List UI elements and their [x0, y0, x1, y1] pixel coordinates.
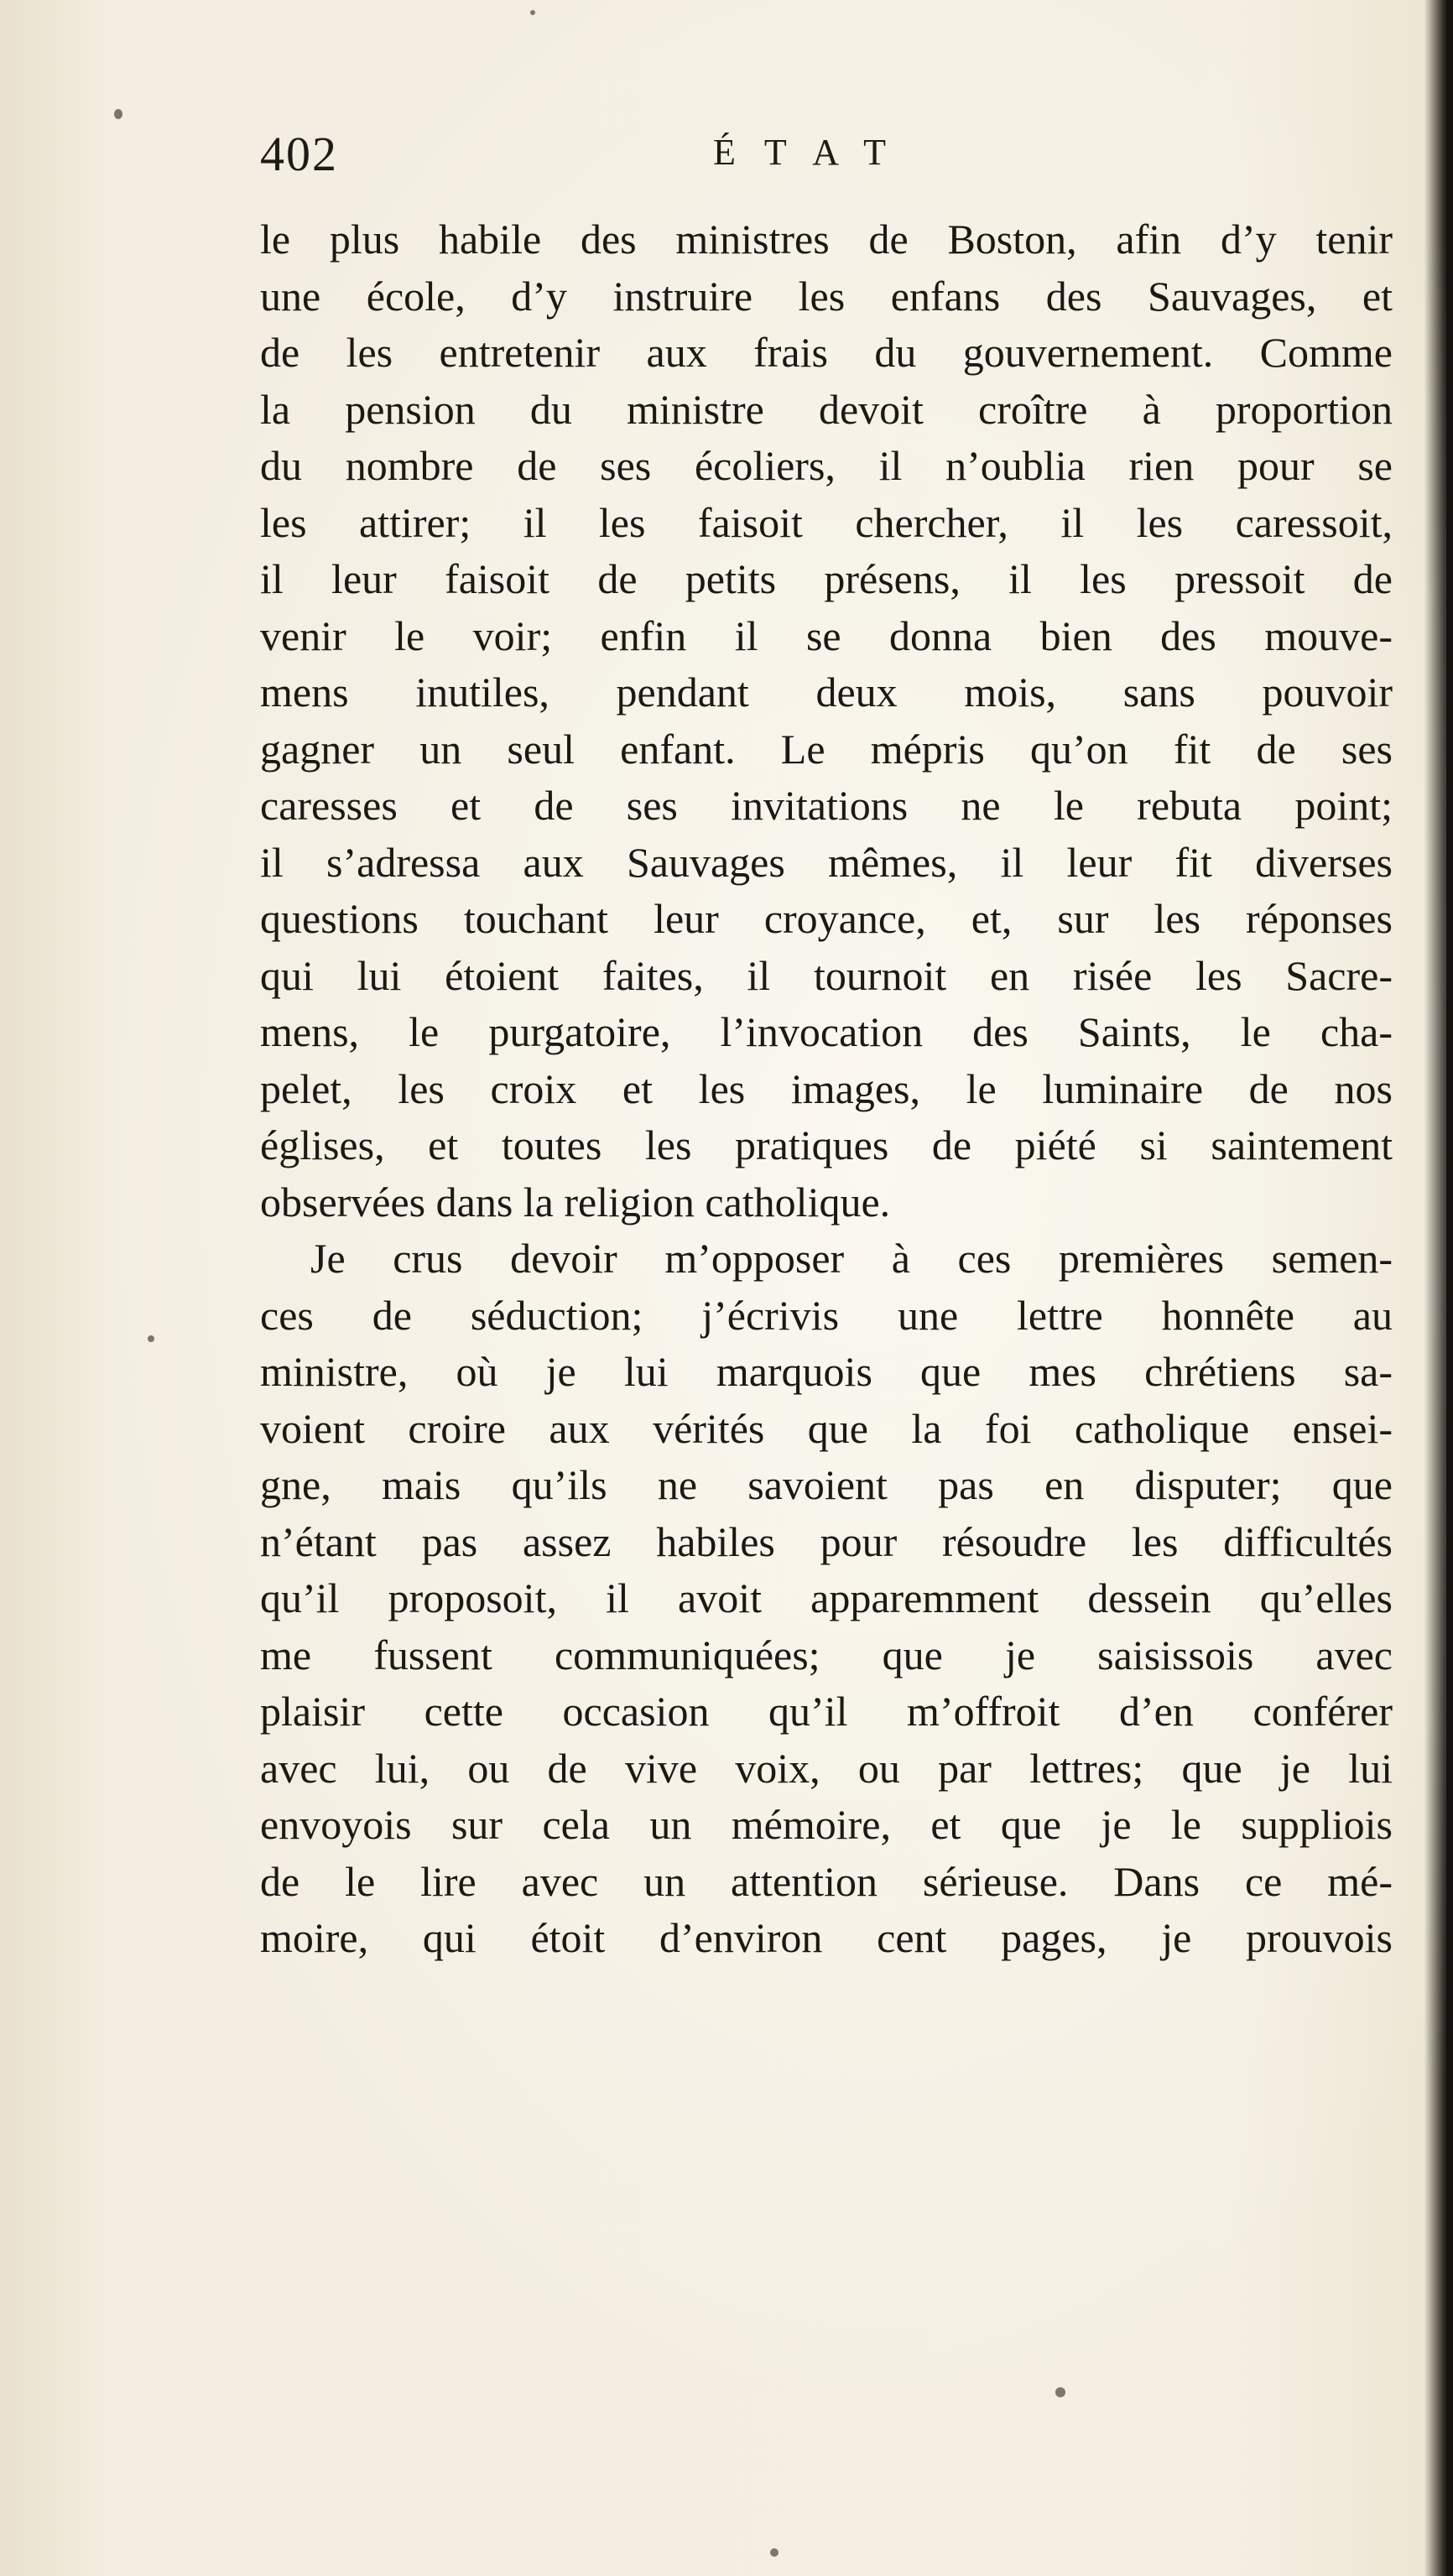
- text-line: églises, et toutes les pratiques de piété si saintement: [260, 1121, 1393, 1168]
- text-line: les attirer; il les faisoit chercher, il les caressoit,: [260, 498, 1393, 546]
- running-title: ÉTAT: [713, 132, 915, 173]
- text-line: la pension du ministre devoit croître à proportion: [260, 385, 1393, 433]
- text-line: le plus habile des ministres de Boston, afin d’y tenir: [260, 216, 1393, 263]
- body-text: [260, 211, 1393, 1967]
- text-line: mens inutiles, pendant deux mois, sans pouvoir: [260, 669, 1393, 716]
- text-line: il s’adressa aux Sauvages mêmes, il leur fit diverses: [260, 838, 1393, 886]
- text-line: observées dans la religion catholique.: [260, 1178, 891, 1226]
- text-line: n’étant pas assez habiles pour résoudre les difficultés: [260, 1517, 1393, 1565]
- text-line: il leur faisoit de petits présens, il les pressoit de: [260, 555, 1393, 602]
- text-line: plaisir cette occasion qu’il m’offroit d’en conférer: [260, 1688, 1393, 1735]
- text-line: voient croire aux vérités que la foi catholique ensei-: [260, 1404, 1393, 1452]
- page-edge-shadow: [1446, 0, 1453, 2576]
- text-line: gne, mais qu’ils ne savoient pas en disputer; que: [260, 1461, 1393, 1508]
- text-line: venir le voir; enfin il se donna bien des mouve-: [260, 611, 1393, 659]
- text-line: ministre, où je lui marquois que mes chrétiens sa-: [260, 1348, 1393, 1395]
- text-line: Je crus devoir m’opposer à ces premières semen-: [310, 1235, 1393, 1282]
- text-line: moire, qui étoit d’environ cent pages, je prouvois: [260, 1914, 1393, 1961]
- text-line: une école, d’y instruire les enfans des Sauvages, et: [260, 272, 1393, 320]
- page-number: 402: [260, 127, 338, 181]
- text-line: mens, le purgatoire, l’invocation des Saints, le cha-: [260, 1008, 1393, 1055]
- paragraph-2: [260, 1231, 1393, 1967]
- paragraph-1: [260, 211, 1393, 1231]
- text-line: caresses et de ses invitations ne le rebuta point;: [260, 782, 1393, 829]
- text-line: qu’il proposoit, il avoit apparemment dessein qu’elles: [260, 1574, 1393, 1621]
- text-line: me fussent communiquées; que je saisissois avec: [260, 1631, 1393, 1678]
- text-line: pelet, les croix et les images, le luminaire de nos: [260, 1064, 1393, 1112]
- paper-speck: [114, 109, 122, 119]
- page-header: [260, 126, 1418, 201]
- text-line: qui lui étoient faites, il tournoit en risée les Sacre-: [260, 951, 1393, 999]
- text-line: envoyois sur cela un mémoire, et que je le suppliois: [260, 1801, 1393, 1848]
- paper-speck: [530, 10, 535, 15]
- text-line: du nombre de ses écoliers, il n’oublia rien pour se: [260, 442, 1393, 489]
- paper-speck: [148, 1335, 154, 1342]
- text-line: ces de séduction; j’écrivis une lettre honnête au: [260, 1291, 1393, 1339]
- paper-speck: [1055, 2387, 1065, 2397]
- text-line: avec lui, ou de vive voix, ou par lettres; que je lui: [260, 1744, 1393, 1792]
- paper-speck: [770, 2548, 779, 2557]
- text-line: de le lire avec un attention sérieuse. Dans ce mé-: [260, 1857, 1393, 1905]
- text-line: de les entretenir aux frais du gouvernement. Comme: [260, 329, 1393, 376]
- text-line: gagner un seul enfant. Le mépris qu’on fit de ses: [260, 725, 1393, 773]
- text-line: questions touchant leur croyance, et, sur les réponses: [260, 895, 1393, 942]
